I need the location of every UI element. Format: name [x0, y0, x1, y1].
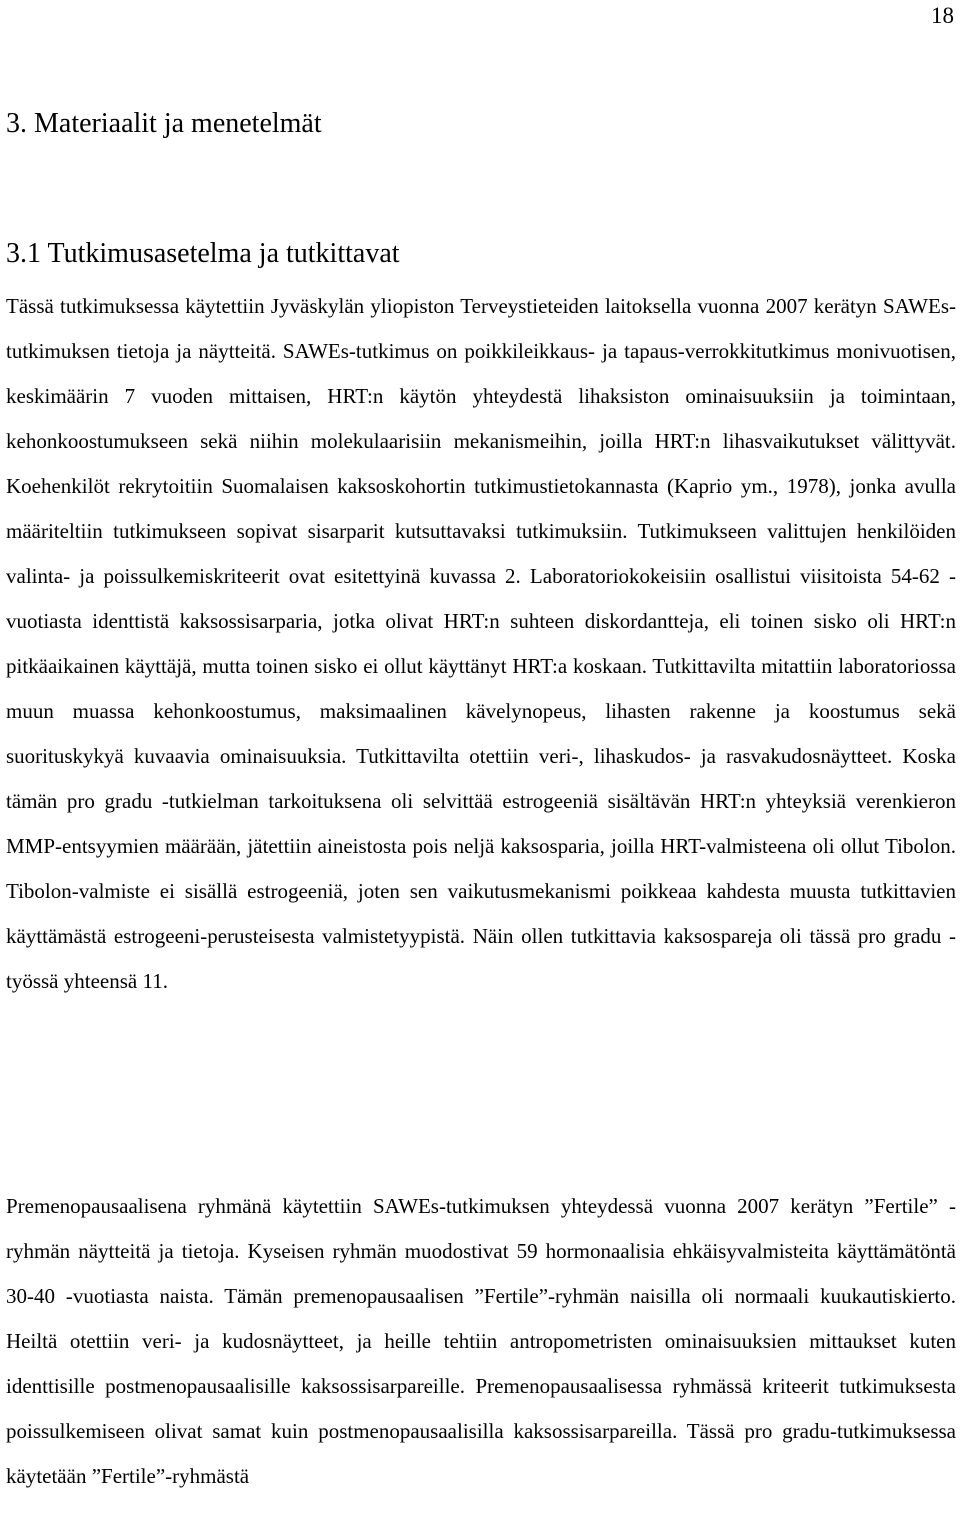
chapter-heading: 3. Materiaalit ja menetelmät — [6, 108, 322, 139]
section-heading: 3.1 Tutkimusasetelma ja tutkittavat — [6, 238, 400, 269]
page-number: 18 — [931, 3, 954, 28]
body-paragraph-1: Tässä tutkimuksessa käytettiin Jyväskylän yliopiston Terveystieteiden laitoksella vuonna 2007 kerätyn SAWEs-tutkimuksen tietoja ja näytteitä. SAWEs-tutkimus on poikkileikkaus- ja tapaus-verrokkitutkimus monivuotisen, keskimäärin 7 vuoden mittaisen, HRT:n käytön yhteydestä lihaksiston ominaisuuksiin ja toimintaan, kehonkoostumukseen sekä niihin molekulaarisiin mekanismeihin, joilla HRT:n lihasvaikutukset välittyvät. Koehenkilöt rekrytoitiin Suomalaisen kaksoskohortin tutkimustietokannasta (Kaprio ym., 1978), jonka avulla määriteltiin tutkimukseen sopivat sisarparit kutsuttavaksi tutkimuksiin. Tutkimukseen valittujen henkilöiden valinta- ja poissulkemiskriteerit ovat esitettyinä kuvassa 2. Laboratoriokokeisiin osallistui viisitoista 54-62 -vuotiasta identtistä kaksossisarparia, jotka olivat HRT:n suhteen diskordantteja, eli toinen sisko oli HRT:n pitkäaikainen käyttäjä, mutta toinen sisko ei ollut käyttänyt HRT:a koskaan. Tutkittavilta mitattiin laboratoriossa muun muassa kehonkoostumus, maksimaalinen kävelynopeus, lihasten rakenne ja koostumus sekä suorituskykyä kuvaavia ominaisuuksia. Tutkittavilta otettiin veri-, lihaskudos- ja rasvakudosnäytteet. Koska tämän pro gradu -tutkielman tarkoituksena oli selvittää estrogeeniä sisältävän HRT:n yhteyksiä verenkieron MMP-entsyymien määrään, jätettiin aineistosta pois neljä kaksosparia, joilla HRT-valmisteena oli ollut Tibolon. Tibolon-valmiste ei sisällä estrogeeniä, joten sen vaikutusmekanismi poikkeaa kahdesta muusta tutkittavien käyttämästä estrogeeni-perusteisesta valmistetyypistä. Näin ollen tutkittavia kaksospareja oli tässä pro gradu -työssä yhteensä 11. — [6, 294, 956, 993]
body-paragraph-2: Premenopausaalisena ryhmänä käytettiin SAWEs-tutkimuksen yhteydessä vuonna 2007 kerätyn ”Fertile” -ryhmän näytteitä ja tietoja. Kyseisen ryhmän muodostivat 59 hormonaalisia ehkäisyvalmisteita käyttämätöntä 30-40 -vuotiasta naista. Tämän premenopausaalisen ”Fertile”-ryhmän naisilla oli normaali kuukautiskierto. Heiltä otettiin veri- ja kudosnäytteet, ja heille tehtiin antropometristen ominaisuuksien mittaukset kuten identtisille postmenopausaalisille kaksossisarpareille. Premenopausaalisessa ryhmässä kriteerit tutkimuksesta poissulkemiseen olivat samat kuin postmenopausaalisilla kaksossisarpareilla. Tässä pro gradu-tutkimuksessa käytetään ”Fertile”-ryhmästä — [6, 1194, 956, 1488]
